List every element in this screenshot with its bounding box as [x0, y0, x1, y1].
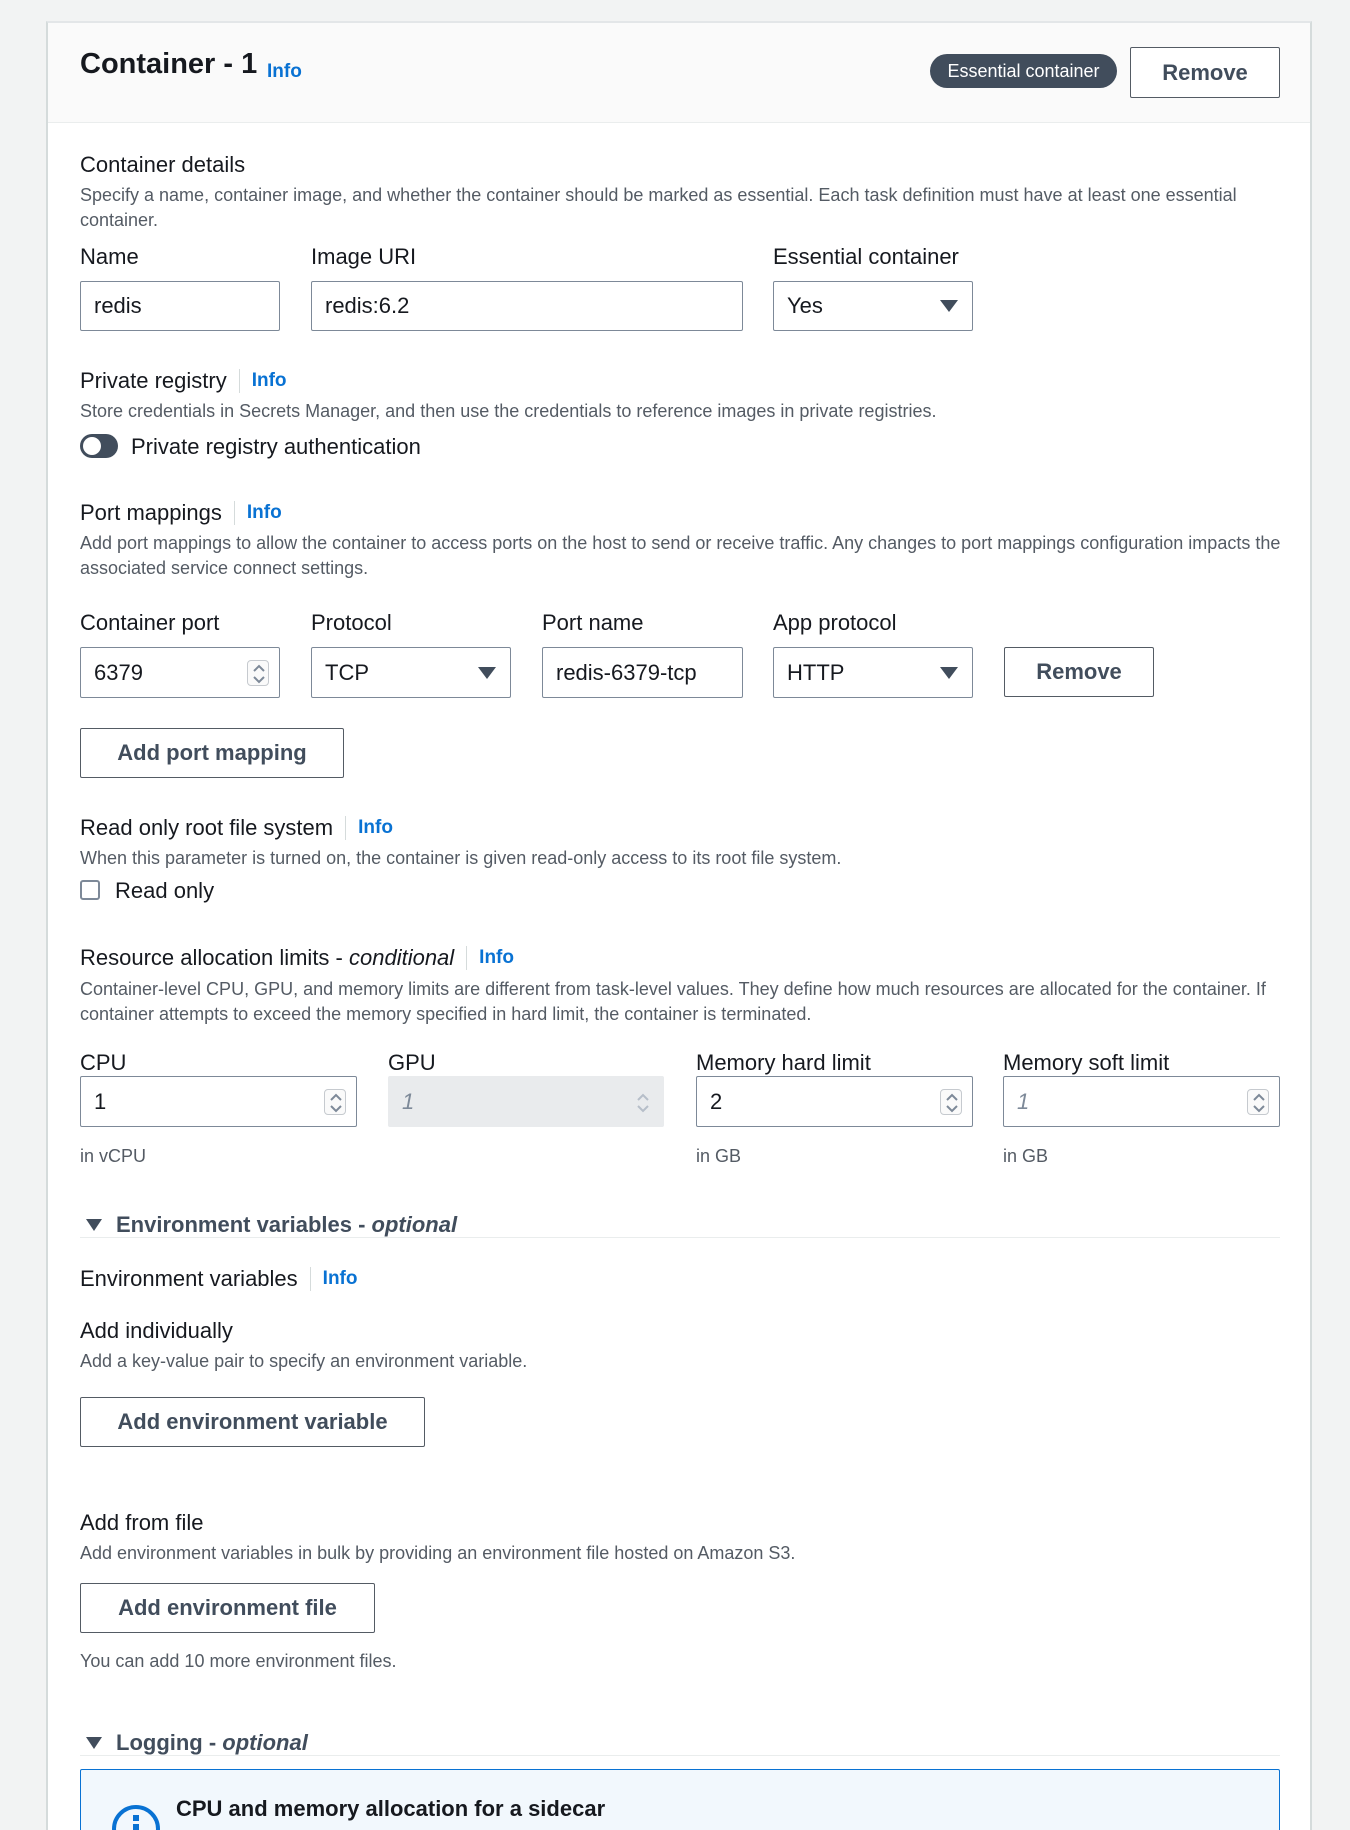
caret-down-icon	[86, 1219, 102, 1231]
environment-variables-heading: Environment variables	[80, 1266, 298, 1291]
container-card-header	[48, 23, 1310, 123]
chevron-down-icon	[940, 667, 958, 679]
container-title: Container - 1	[80, 48, 258, 80]
container-card	[46, 21, 1312, 1830]
app-protocol-label: App protocol	[773, 610, 897, 635]
image-uri-input[interactable]: redis:6.2	[311, 281, 743, 331]
gpu-placeholder: 1	[402, 1088, 415, 1114]
caret-down-icon	[86, 1737, 102, 1749]
add-environment-variable-button[interactable]: Add environment variable	[80, 1397, 425, 1447]
port-name-label: Port name	[542, 610, 644, 635]
environment-variables-heading-row	[80, 1266, 358, 1292]
logging-section-title-text: Logging -	[116, 1730, 223, 1755]
logging-section-qualifier: optional	[222, 1730, 308, 1755]
environment-variables-section-qualifier: optional	[371, 1212, 458, 1237]
add-from-file-description: Add environment variables in bulk by providing an environment file hosted on Amazon S3.	[80, 1543, 796, 1563]
divider	[310, 1267, 311, 1291]
memory-hard-limit-label: Memory hard limit	[696, 1050, 871, 1075]
divider	[466, 946, 467, 970]
add-port-mapping-button[interactable]: Add port mapping	[80, 728, 344, 778]
divider	[345, 816, 346, 840]
container-info-link[interactable]: Info	[267, 61, 302, 82]
gpu-input	[388, 1076, 664, 1127]
private-registry-info-link[interactable]: Info	[251, 370, 287, 391]
sidecar-allocation-alert	[80, 1769, 1280, 1830]
stepper-icon[interactable]	[940, 1089, 962, 1115]
port-mappings-description: Add port mappings to allow the container to access ports on the host to send or receive traffic. Any changes to port mappings configuration impacts the associated service connect settings.	[80, 533, 1281, 578]
port-mappings-heading: Port mappings	[80, 500, 222, 525]
essential-container-select[interactable]	[773, 281, 973, 331]
port-mappings-info-link[interactable]: Info	[246, 502, 282, 523]
essential-container-badge: Essential container	[930, 54, 1117, 88]
read-only-checkbox[interactable]	[80, 880, 100, 900]
memory-soft-limit-placeholder: 1	[1017, 1088, 1030, 1114]
container-port-input[interactable]	[80, 647, 280, 698]
memory-hard-limit-value: 2	[710, 1088, 723, 1114]
cpu-label: CPU	[80, 1050, 127, 1075]
essential-container-label: Essential container	[773, 244, 959, 269]
resource-limits-heading-text: Resource allocation limits -	[80, 945, 349, 970]
memory-soft-limit-hint: in GB	[1003, 1146, 1049, 1166]
logging-expander[interactable]	[86, 1730, 308, 1756]
private-registry-heading: Private registry	[80, 368, 227, 393]
sidecar-alert-title: CPU and memory allocation for a sidecar	[176, 1796, 606, 1821]
container-port-value: 6379	[94, 659, 143, 685]
resource-limits-heading-row	[80, 945, 514, 971]
divider	[239, 369, 240, 393]
read-only-description: When this parameter is turned on, the container is given read-only access to its root file system.	[80, 848, 842, 868]
add-environment-file-button[interactable]: Add environment file	[80, 1583, 375, 1633]
section-divider	[80, 1755, 1280, 1756]
resource-limits-info-link[interactable]: Info	[479, 947, 514, 968]
cpu-value: 1	[94, 1088, 107, 1114]
name-label: Name	[80, 244, 139, 269]
add-individually-heading: Add individually	[80, 1318, 233, 1343]
container-port-label: Container port	[80, 610, 220, 635]
add-from-file-heading: Add from file	[80, 1510, 204, 1535]
protocol-label: Protocol	[311, 610, 392, 635]
remove-container-button[interactable]: Remove	[1130, 47, 1280, 98]
info-circle-icon	[111, 1804, 161, 1830]
private-registry-description: Store credentials in Secrets Manager, and then use the credentials to reference images in private registries.	[80, 401, 937, 421]
environment-variables-section-title-text: Environment variables -	[116, 1212, 372, 1237]
read-only-info-link[interactable]: Info	[358, 817, 393, 838]
resource-limits-description: Container-level CPU, GPU, and memory limits are different from task-level values. They define how much resources are allocated for the container. If container attempts to exceed the memory specified in hard limit, the container is terminated.	[80, 979, 1266, 1024]
image-uri-label: Image URI	[311, 244, 417, 269]
memory-hard-limit-hint: in GB	[696, 1146, 742, 1166]
protocol-select[interactable]	[311, 647, 511, 698]
memory-soft-limit-input[interactable]	[1003, 1076, 1280, 1127]
logging-section-title	[116, 1730, 308, 1756]
name-input[interactable]: redis	[80, 281, 280, 331]
toggle-knob	[83, 437, 101, 455]
container-details-heading: Container details	[80, 152, 246, 177]
environment-variables-section-title	[116, 1212, 457, 1238]
port-mappings-heading-row	[80, 500, 282, 526]
chevron-down-icon	[940, 300, 958, 312]
memory-soft-limit-label: Memory soft limit	[1003, 1050, 1170, 1075]
protocol-value: TCP	[325, 659, 369, 685]
app-protocol-select[interactable]	[773, 647, 973, 698]
private-registry-toggle[interactable]	[80, 434, 118, 458]
stepper-icon[interactable]	[1247, 1089, 1269, 1115]
chevron-down-icon	[478, 667, 496, 679]
resource-limits-heading-qualifier: conditional	[348, 945, 455, 970]
stepper-icon	[631, 1089, 653, 1115]
divider	[234, 501, 235, 525]
environment-files-hint: You can add 10 more environment files.	[80, 1651, 397, 1671]
port-name-input[interactable]: redis-6379-tcp	[542, 647, 743, 698]
read-only-checkbox-label: Read only	[115, 878, 215, 903]
section-divider	[80, 1237, 1280, 1238]
app-protocol-value: HTTP	[787, 659, 845, 685]
cpu-hint: in vCPU	[80, 1146, 147, 1166]
stepper-icon[interactable]	[324, 1089, 346, 1115]
container-details-description: Specify a name, container image, and whether the container should be marked as essential. Each task definition must have at least one essential container.	[80, 185, 1237, 230]
cpu-input[interactable]	[80, 1076, 357, 1127]
read-only-heading: Read only root file system	[80, 815, 334, 840]
remove-port-mapping-button[interactable]: Remove	[1004, 647, 1154, 697]
gpu-label: GPU	[388, 1050, 436, 1075]
resource-limits-heading	[80, 945, 454, 971]
essential-container-value: Yes	[787, 293, 823, 318]
add-individually-description: Add a key-value pair to specify an environment variable.	[80, 1351, 528, 1371]
stepper-icon[interactable]	[247, 660, 269, 686]
memory-hard-limit-input[interactable]	[696, 1076, 973, 1127]
environment-variables-info-link[interactable]: Info	[322, 1268, 358, 1289]
private-registry-heading-row	[80, 368, 287, 394]
read-only-heading-row	[80, 815, 393, 841]
environment-variables-expander[interactable]	[86, 1212, 457, 1238]
private-registry-toggle-label: Private registry authentication	[131, 434, 421, 459]
